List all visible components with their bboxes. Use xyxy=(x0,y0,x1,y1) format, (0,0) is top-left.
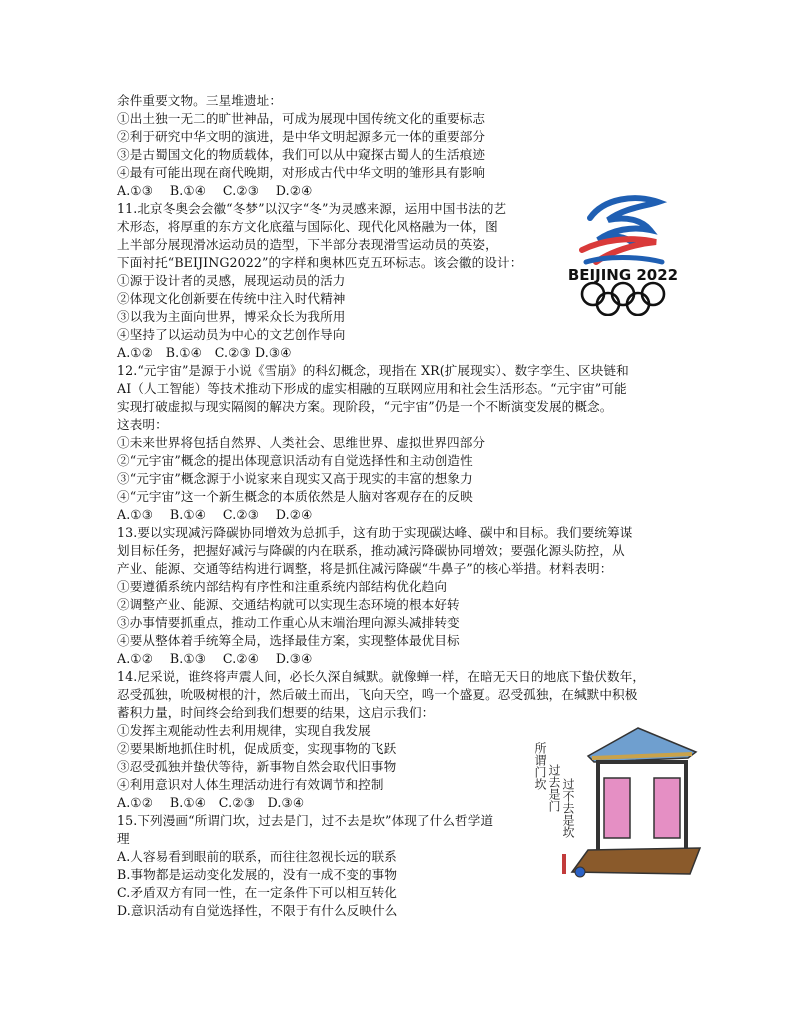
q10-choices: A.①③ B.①④ C.②③ D.②④ xyxy=(117,183,313,198)
q11-option-3: ③以我为主面向世界，博采众长为我所用 xyxy=(117,309,346,324)
q11-option-4: ④坚持了以运动员为中心的文艺创作导向 xyxy=(117,327,346,342)
q12-stem: 这表明： xyxy=(117,417,168,432)
q10-option-2: ②利于研究中华文明的演进，是中华文明起源多元一体的重要部分 xyxy=(117,129,486,144)
q14-stem: 忍受孤独，吮吸树根的汁，然后破土而出，飞向天空，鸣一个盛夏。忍受孤独，在缄默中积极 xyxy=(117,687,638,702)
caption-column-1: 所谓门坎 xyxy=(533,742,547,790)
q14-stem: 蓄积力量，时间终会给到我们想要的结果，这启示我们： xyxy=(117,705,435,720)
q12-choices: A.①③ B.①④ C.②③ D.②④ xyxy=(117,507,313,522)
q12-stem: 实现打破虚拟与现实隔阂的解决方案。现阶段，“元宇宙”仍是一个不断演变发展的概念。 xyxy=(117,399,613,414)
q13-option-4: ④要从整体着手统筹全局，选择最佳方案，实现整体最优目标 xyxy=(117,633,460,648)
q15-option-c: C.矛盾双方有同一性，在一定条件下可以相互转化 xyxy=(117,885,397,900)
right-door xyxy=(654,778,680,838)
olympic-rings-icon xyxy=(582,283,664,315)
q11-option-2: ②体现文化创新要在传统中注入时代精神 xyxy=(117,291,346,306)
q10-option-3: ③是古蜀国文化的物质载体，我们可以从中窥探古蜀人的生活痕迹 xyxy=(117,147,486,162)
q12-option-3: ③“元宇宙”概念源于小说家来自现实又高于现实的丰富的想象力 xyxy=(117,471,473,486)
seal-stamp xyxy=(562,854,566,874)
q15-stem: 理 xyxy=(117,831,130,846)
q15-option-b: B.事物都是运动变化发展的，没有一成不变的事物 xyxy=(117,867,398,882)
q11-stem: 上半部分展现滑冰运动员的造型，下半部分表现滑雪运动员的英姿， xyxy=(117,237,498,252)
q12-stem: AI（人工智能）等技术推动下形成的虚实相融的互联网应用和社会生活形态。“元宇宙”可能 xyxy=(117,381,627,396)
q13-option-3: ③办事情要抓重点，推动工作重心从末端治理向源头减排转变 xyxy=(117,615,460,630)
text-line: 余件重要文物。三星堆遗址： xyxy=(117,93,283,108)
q11-stem: 11.北京冬奥会会徽“冬梦”以汉字“冬”为灵感来源，运用中国书法的艺 xyxy=(117,201,507,216)
q10-option-1: ①出土独一无二的旷世神品，可成为展现中国传统文化的重要标志 xyxy=(117,111,486,126)
threshold-cartoon xyxy=(528,722,704,890)
q13-option-2: ②调整产业、能源、交通结构就可以实现生态环境的根本好转 xyxy=(117,597,460,612)
q11-stem: 下面衬托“BEIJING2022”的字样和奥林匹克五环标志。该会徽的设计： xyxy=(117,255,523,270)
q11-option-1: ①源于设计者的灵感，展现运动员的活力 xyxy=(117,273,346,288)
q15-stem: 15.下列漫画“所谓门坎，过去是门，过不去是坎”体现了什么哲学道 xyxy=(117,813,494,828)
q12-option-1: ①未来世界将包括自然界、人类社会、思维世界、虚拟世界四部分 xyxy=(117,435,486,450)
q14-stem: 14.尼采说，谁终将声震人间，必长久深自缄默。就像蝉一样，在暗无天日的地底下蛰伏数年， xyxy=(117,669,646,684)
q12-option-2: ②“元宇宙”概念的提出体现意识活动有自觉选择性和主动创造性 xyxy=(117,453,473,468)
logo-wordmark: BEIJING 2022 xyxy=(567,266,679,284)
q13-stem: 产业、能源、交通等结构进行调整，将是抓住减污降碳“牛鼻子”的核心举措。材料表明： xyxy=(117,561,613,576)
threshold-ground xyxy=(572,848,700,874)
q13-stem: 划目标任务，把握好减污与降碳的内在联系，推动减污降碳协同增效；要强化源头防控，从 xyxy=(117,543,625,558)
q12-option-4: ④“元宇宙”这一个新生概念的本质依然是人脑对客观存在的反映 xyxy=(117,489,473,504)
q15-option-a: A.人容易看到眼前的联系，而往往忽视长远的联系 xyxy=(117,849,397,864)
caption-column-3: 过不去是坎 xyxy=(561,778,575,838)
q14-option-4: ④利用意识对人体生理活动进行有效调节和控制 xyxy=(117,777,384,792)
child-figure-icon xyxy=(575,867,585,877)
q12-stem: 12.“元宇宙”是源于小说《雪崩》的科幻概念，现指在 XR(扩展现实）、数字孪生、区块链和 xyxy=(117,363,629,378)
q14-option-3: ③忍受孤独并蛰伏等待，新事物自然会取代旧事物 xyxy=(117,759,397,774)
q10-option-4: ④最有可能出现在商代晚期，对形成古代中华文明的雏形具有影响 xyxy=(117,165,486,180)
q13-choices: A.①② B.①③ C.②④ D.③④ xyxy=(117,651,313,666)
q15-option-d: D.意识活动有自觉选择性，不限于有什么反映什么 xyxy=(117,903,398,918)
left-door xyxy=(604,778,630,838)
q14-option-2: ②要果断地抓住时机，促成质变，实现事物的飞跃 xyxy=(117,741,397,756)
q11-stem: 术形态，将厚重的东方文化底蕴与国际化、现代化风格融为一体，图 xyxy=(117,219,498,234)
caption-column-2: 过去是门 xyxy=(547,764,561,812)
q11-choices: A.①② B.①④ C.②③ D.③④ xyxy=(117,345,292,360)
beijing-2022-emblem xyxy=(546,190,700,316)
dong-calligraphy-icon xyxy=(582,198,662,262)
q13-option-1: ①要遵循系统内部结构有序性和注重系统内部结构优化趋向 xyxy=(117,579,448,594)
q14-option-1: ①发挥主观能动性去利用规律，实现自我发展 xyxy=(117,723,371,738)
q14-choices: A.①② B.①④ C.②③ D.③④ xyxy=(117,795,305,810)
q13-stem: 13.要以实现减污降碳协同增效为总抓手，这有助于实现碳达峰、碳中和目标。我们要统筹谋 xyxy=(117,525,633,540)
